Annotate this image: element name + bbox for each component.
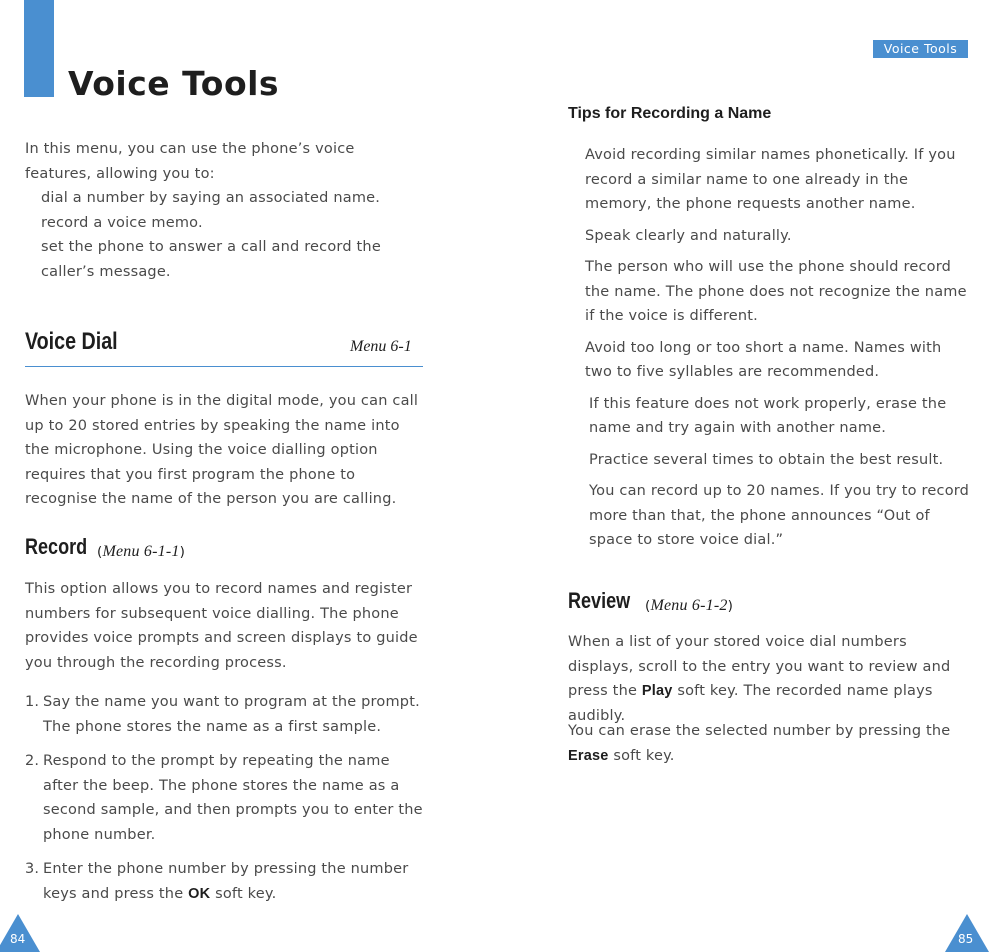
record-menu-ref bbox=[97, 540, 185, 565]
step-item bbox=[25, 690, 425, 739]
tips-list bbox=[585, 143, 970, 560]
intro-item: record a voice memo. bbox=[41, 214, 203, 231]
step-text: Say the name you want to program at the prompt. The phone stores the name as a first sample. bbox=[43, 694, 420, 735]
intro-item: dial a number by saying an associated name. bbox=[41, 190, 381, 206]
erase-paragraph bbox=[568, 719, 968, 768]
tip-item: Avoid recording similar names phonetically. If you record a similar name to one already in the memory, the phone requests another name. bbox=[585, 147, 956, 212]
section-divider bbox=[25, 366, 423, 367]
erase-key-label: Erase bbox=[568, 747, 609, 764]
step-item bbox=[25, 857, 425, 906]
step-number: 1. bbox=[25, 694, 40, 710]
tip-item: The person who will use the phone should record the name. The phone does not recognize the name if the voice is different. bbox=[585, 259, 967, 324]
step-text-after: soft key. bbox=[210, 885, 277, 902]
erase-text-after: soft key. bbox=[608, 747, 675, 764]
voice-dial-heading: Voice Dial bbox=[25, 328, 118, 355]
intro-item: set the phone to answer a call and record the caller’s message. bbox=[41, 239, 381, 280]
page-number-left: 84 bbox=[10, 932, 26, 946]
record-heading: Record bbox=[25, 534, 88, 559]
voice-dial-menu-ref: Menu 6-1 bbox=[350, 338, 412, 355]
review-heading: Review bbox=[568, 588, 631, 613]
step-item bbox=[25, 749, 425, 847]
review-menu-open: ( bbox=[645, 598, 651, 614]
title-accent-bar bbox=[24, 0, 54, 97]
running-header-tag: Voice Tools bbox=[873, 40, 968, 58]
ok-key-label: OK bbox=[188, 885, 211, 902]
record-menu-open: ( bbox=[97, 544, 103, 560]
record-steps bbox=[25, 690, 425, 916]
intro-section bbox=[25, 137, 425, 284]
intro-lead: In this menu, you can use the phone’s voice features, allowing you to: bbox=[25, 141, 355, 182]
record-menu-label: Menu 6-1-1 bbox=[102, 543, 180, 560]
voice-dial-paragraph: When your phone is in the digital mode, you can call up to 20 stored entries by speaking the name into the microphone. Using the voice dialling option requires that you first program the phone to recognise the name of the person you are calling. bbox=[25, 393, 419, 507]
record-menu-close: ) bbox=[179, 544, 186, 560]
tip-item: Avoid too long or too short a name. Names with two to five syllables are recommended. bbox=[585, 339, 942, 380]
review-menu-label: Menu 6-1-2 bbox=[650, 597, 728, 614]
review-menu-ref bbox=[645, 594, 733, 619]
tip-item: You can record up to 20 names. If you try to record more than that, the phone announces “Out of space to store voice dial.” bbox=[589, 483, 970, 548]
step-text-before: Enter the phone number by pressing the number keys and press the bbox=[43, 861, 409, 902]
review-text-before: When a list of your stored voice dial numbers displays, scroll to the entry you want to review and press the bbox=[568, 634, 951, 699]
page-title: Voice Tools bbox=[68, 64, 280, 103]
step-text: Respond to the prompt by repeating the name after the beep. The phone stores the name as a second sample, and then prompts you to enter the phone number. bbox=[43, 753, 423, 843]
tips-heading: Tips for Recording a Name bbox=[568, 105, 772, 122]
review-text-after: soft key. The recorded name plays audibly. bbox=[568, 683, 933, 724]
erase-text-before: You can erase the selected number by pressing the bbox=[568, 723, 951, 739]
tip-item: If this feature does not work properly, erase the name and try again with another name. bbox=[589, 395, 947, 436]
tip-item: Practice several times to obtain the best result. bbox=[589, 451, 944, 468]
page-number-right: 85 bbox=[958, 932, 974, 946]
review-paragraph bbox=[568, 630, 968, 728]
play-key-label: Play bbox=[641, 683, 673, 699]
review-menu-close: ) bbox=[727, 598, 734, 614]
tip-item: Speak clearly and naturally. bbox=[585, 227, 792, 244]
record-paragraph: This option allows you to record names and register numbers for subsequent voice dialling. The phone provides voice prompts and screen displays to guide you through the recording process. bbox=[25, 581, 418, 671]
step-number: 2. bbox=[25, 753, 40, 769]
step-number: 3. bbox=[25, 861, 40, 877]
step-text bbox=[43, 857, 425, 906]
